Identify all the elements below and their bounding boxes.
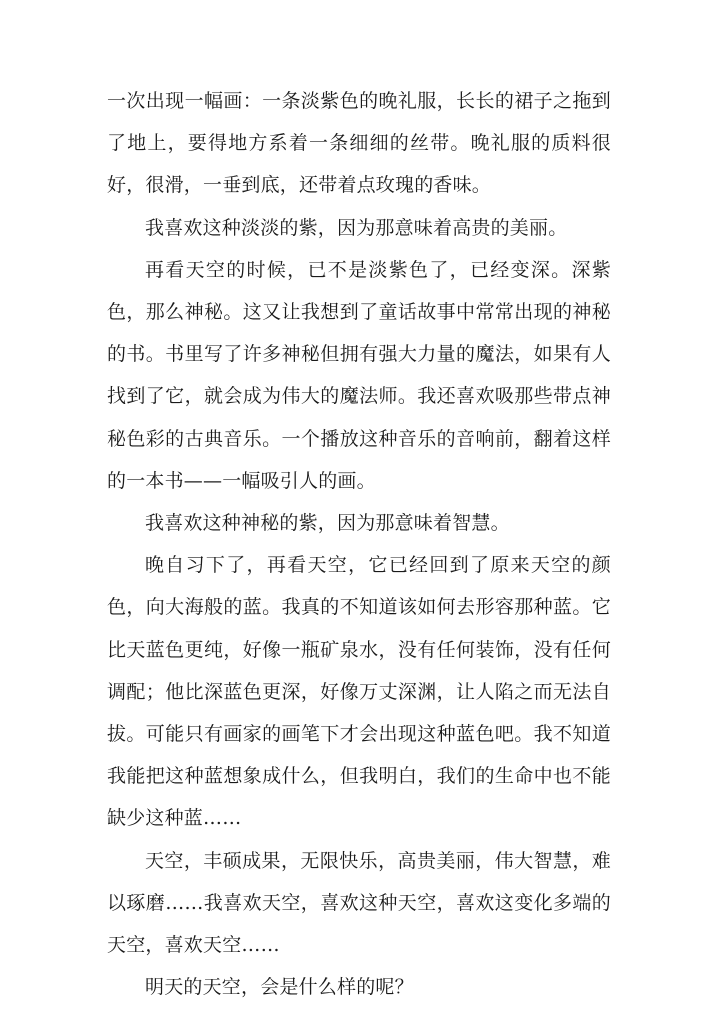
paragraph-4: 我喜欢这种神秘的紫，因为那意味着智慧。 [145, 512, 510, 535]
paragraph-5: 晚自习下了，再看天空，它已经回到了原来天空的颜色，向大海般的蓝。我真的不知道该如何去形容那种蓝。它比天蓝色更纯，好像一瓶矿泉水，没有任何装饰，没有任何调配；他比深蓝色更深，好像万丈深渊，让人陷之而无法自拔。可能只有画家的画笔下才会出现这种蓝色吧。我不知道我能把这种蓝想象成什么，但我明白，我们的生命中也不能缺少这种蓝…… [107, 554, 611, 830]
paragraph-3: 再看天空的时候，已不是淡紫色了，已经变深。深紫色，那么神秘。这又让我想到了童话故事中常常出现的神秘的书。书里写了许多神秘但拥有强大力量的魔法，如果有人找到了它，就会成为伟大的魔法师。我还喜欢吸那些带点神秘色彩的古典音乐。一个播放这种音乐的音响前，翻着这样的一本书——一幅吸引人的画。 [107, 258, 611, 492]
paragraph-2: 我喜欢这种淡淡的紫，因为那意味着高贵的美丽。 [145, 216, 568, 239]
paragraph-1: 一次出现一幅画：一条淡紫色的晚礼服，长长的裙子之拖到了地上，要得地方系着一条细细的丝带。晚礼服的质料很好，很滑，一垂到底，还带着点玫瑰的香味。 [107, 90, 611, 197]
paragraph-6: 天空，丰硕成果，无限快乐，高贵美丽，伟大智慧，难以琢磨……我喜欢天空，喜欢这种天空，喜欢这变化多端的天空，喜欢天空…… [107, 849, 611, 957]
document-body [107, 80, 611, 1008]
paragraph-7: 明天的天空，会是什么样的呢？ [145, 976, 414, 999]
